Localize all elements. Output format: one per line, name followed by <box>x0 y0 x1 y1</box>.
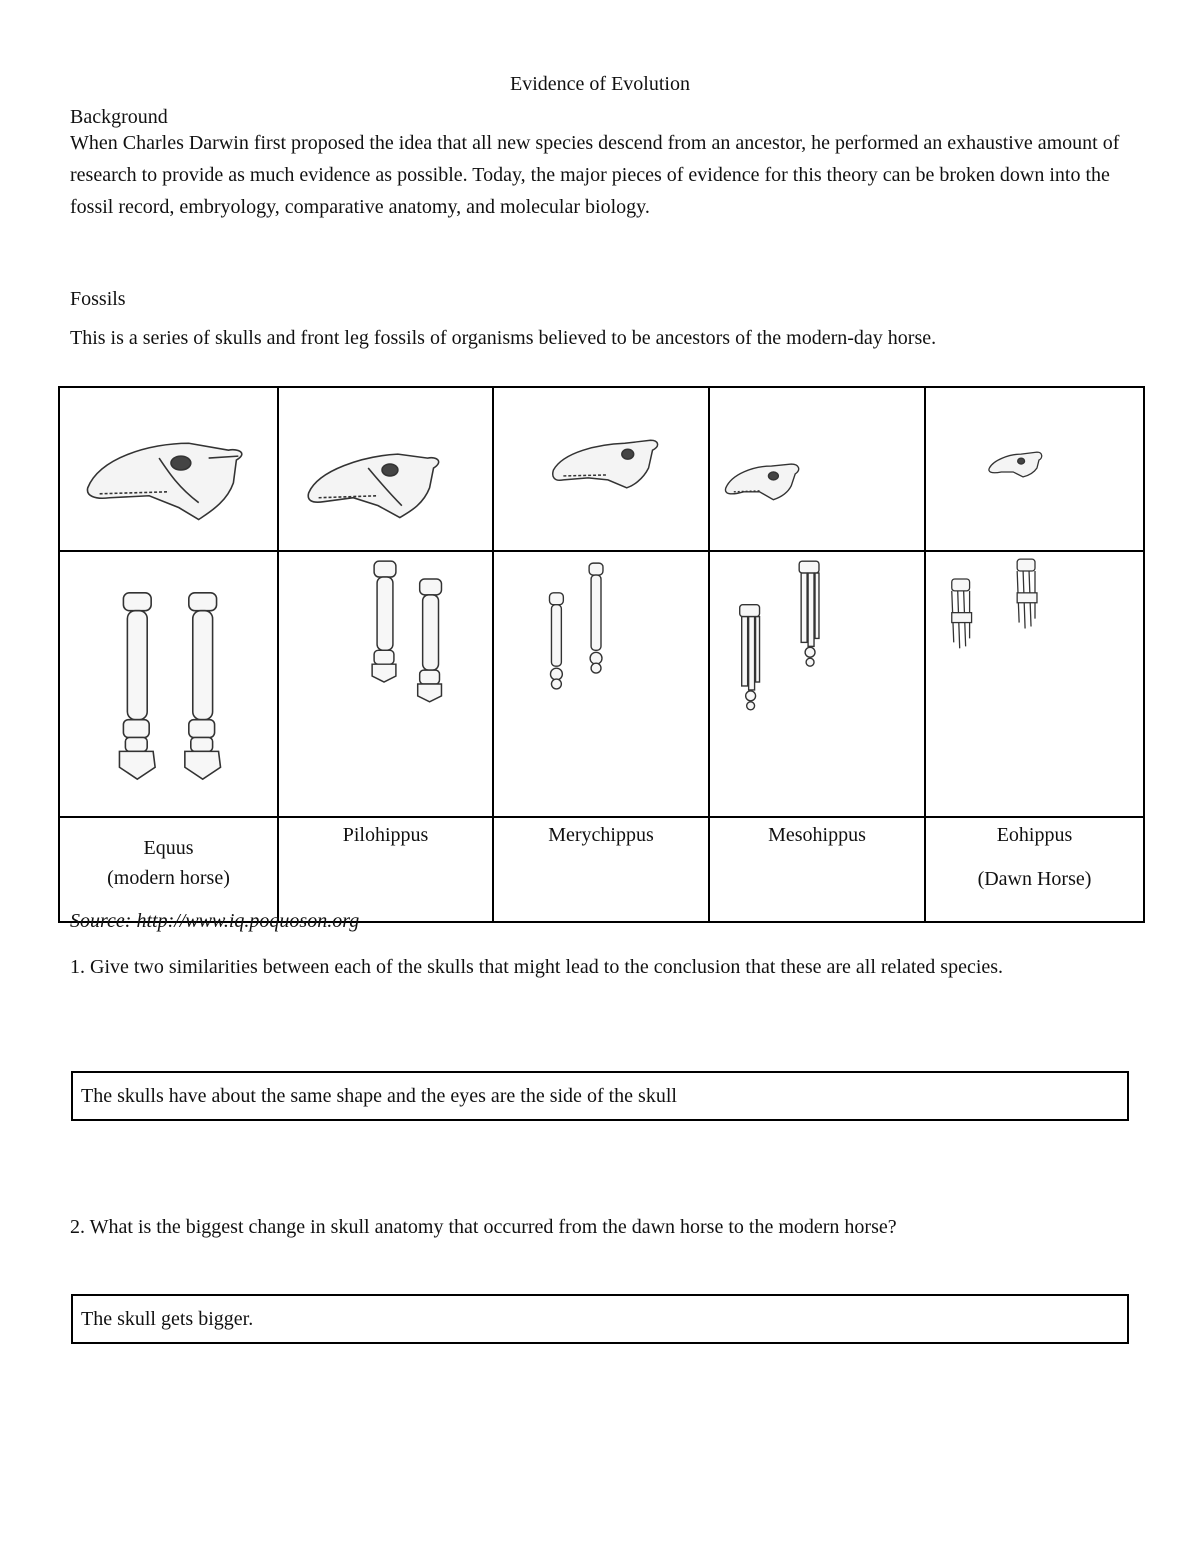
mesohippus-leg-image <box>710 552 924 816</box>
merychippus-leg-image <box>494 552 708 816</box>
page-title: Evidence of Evolution <box>510 73 690 95</box>
question-1: 1. Give two similarities between each of the skulls that might lead to the conclusion that these are all related species. <box>70 956 1004 978</box>
leg-cell-equus <box>59 551 278 817</box>
merychippus-skull-image <box>494 388 708 550</box>
mesohippus-skull-image <box>710 388 924 550</box>
fossils-intro: This is a series of skulls and front leg fossils of organisms believed to be ancestors of the modern-day horse. <box>70 327 937 349</box>
answer-box-2[interactable]: The skull gets bigger. <box>71 1294 1129 1344</box>
equus-leg-image <box>60 552 277 816</box>
skull-cell-eohippus <box>925 387 1144 551</box>
species-name: Eohippus <box>996 824 1073 846</box>
skull-cell-pilohippus <box>278 387 493 551</box>
leg-cell-mesohippus <box>709 551 925 817</box>
species-name: Equus <box>143 837 194 859</box>
fossils-heading: Fossils <box>70 288 126 310</box>
name-cell-mesohippus <box>709 817 925 922</box>
skull-cell-equus <box>59 387 278 551</box>
question-2: 2. What is the biggest change in skull anatomy that occurred from the dawn horse to the modern horse? <box>70 1216 897 1238</box>
eohippus-leg-image <box>926 552 1143 816</box>
skull-cell-mesohippus <box>709 387 925 551</box>
pilohippus-leg-image <box>279 552 492 816</box>
skull-cell-merychippus <box>493 387 709 551</box>
equus-skull-image <box>60 388 277 550</box>
eohippus-skull-image <box>926 388 1143 550</box>
species-name: Mesohippus <box>768 824 866 846</box>
leg-cell-eohippus <box>925 551 1144 817</box>
pilohippus-skull-image <box>279 388 492 550</box>
answer-box-1[interactable]: The skulls have about the same shape and the eyes are the side of the skull <box>71 1071 1129 1121</box>
background-text: When Charles Darwin first proposed the idea that all new species descend from an ancestor, he performed an exhaustive amount of research to provide as much evidence as possible. Today, the major pieces of evidence for this theory can be broken down into the fossil record, embryology, comparative anatomy, and molecular biology. <box>70 132 1120 218</box>
source-citation: Source: http://www.iq.poquoson.org <box>70 910 360 932</box>
fossil-table <box>58 386 1145 923</box>
species-note: (modern horse) <box>107 867 230 889</box>
name-row <box>59 817 1144 922</box>
leg-row <box>59 551 1144 817</box>
species-note: (Dawn Horse) <box>977 868 1092 890</box>
name-cell-pilohippus <box>278 817 493 922</box>
species-name: Merychippus <box>548 824 654 846</box>
species-name: Pilohippus <box>342 824 429 846</box>
skull-row <box>59 387 1144 551</box>
background-heading: Background <box>70 106 168 128</box>
leg-cell-pilohippus <box>278 551 493 817</box>
name-cell-merychippus <box>493 817 709 922</box>
name-cell-eohippus <box>925 817 1144 922</box>
name-cell-equus <box>59 817 278 922</box>
leg-cell-merychippus <box>493 551 709 817</box>
